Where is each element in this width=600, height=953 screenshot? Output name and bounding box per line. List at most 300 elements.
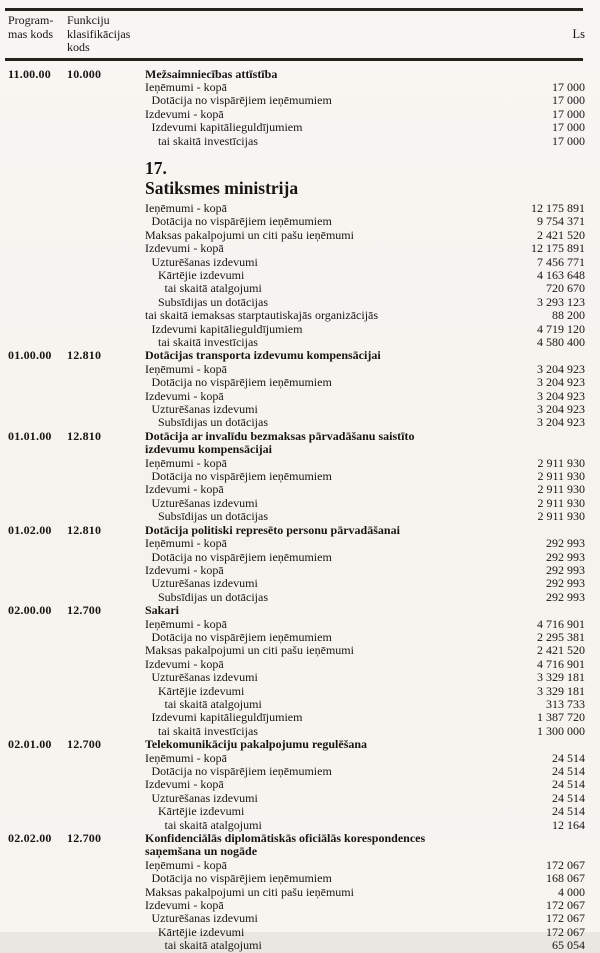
function-code-cell: [67, 564, 145, 577]
row-label: Izdevumi - kopā: [145, 562, 224, 577]
row-label: Dotācija no vispārējiem ieņēmumiem: [151, 764, 332, 778]
row-label: Izdevumi - kopā: [145, 898, 224, 913]
row-label: Subsīdijas un dotācijas: [158, 415, 268, 430]
block-title-row: [5, 738, 600, 751]
program-code-cell: [5, 108, 67, 121]
table-row: [5, 470, 600, 483]
row-label: tai skaitā atalgojumi: [164, 817, 262, 832]
function-code-cell: [67, 309, 145, 322]
program-code-cell: [5, 872, 67, 885]
value-cell: [480, 604, 600, 617]
table-row: [5, 510, 600, 523]
table-row: [5, 309, 600, 322]
program-code-cell: [5, 416, 67, 429]
function-code-cell: [67, 859, 145, 872]
table-row: [5, 886, 600, 899]
function-code-cell: [67, 470, 145, 483]
function-code-cell: [67, 323, 145, 336]
program-code-cell: [5, 792, 67, 805]
block-title: Telekomunikāciju pakalpojumu regulēšana: [145, 737, 368, 752]
program-code-cell: [5, 671, 67, 684]
program-code-cell: [5, 765, 67, 778]
table-row: [5, 698, 600, 711]
row-label: Kārtējie izdevumi: [158, 924, 245, 939]
row-label: Ieņēmumi - kopā: [145, 750, 227, 765]
function-code-cell: [67, 939, 145, 952]
function-code-cell: [67, 926, 145, 939]
row-value: 4 000: [558, 884, 585, 899]
block-title: Dotācija politiski represēto personu pārvadāšanai: [145, 522, 400, 537]
row-value: 292 993: [546, 549, 585, 564]
function-code: [67, 443, 145, 456]
row-value: 2 911 930: [537, 495, 585, 510]
function-code-cell: [67, 551, 145, 564]
table-row: [5, 819, 600, 832]
table-row: [5, 81, 600, 94]
function-code-cell: [67, 644, 145, 657]
program-code: 02.00.00: [8, 603, 52, 618]
table-row: [5, 685, 600, 698]
row-value: 3 329 181: [537, 683, 585, 698]
row-label: tai skaitā iemaksas starptautiskajās organizācijās: [145, 308, 379, 323]
function-code-cell: [67, 752, 145, 765]
row-value: 24 514: [552, 777, 585, 792]
program-code-cell: [5, 658, 67, 671]
function-code-cell: [67, 631, 145, 644]
row-value: 4 716 901: [537, 616, 585, 631]
function-code-cell: [67, 872, 145, 885]
row-value: 2 911 930: [537, 482, 585, 497]
function-code-cell: [67, 658, 145, 671]
function-code: 12.700: [67, 603, 102, 618]
program-header-line: mas kods: [8, 26, 53, 41]
row-label: Ieņēmumi - kopā: [145, 857, 227, 872]
table-row: [5, 363, 600, 376]
table-row: [5, 256, 600, 269]
table-row: [5, 403, 600, 416]
program-code-cell: [5, 376, 67, 389]
table-row: [5, 926, 600, 939]
function-code-cell: [67, 296, 145, 309]
row-label: Kārtējie izdevumi: [158, 804, 245, 819]
row-value: 2 421 520: [537, 643, 585, 658]
row-value: 3 204 923: [537, 402, 585, 417]
row-value: 2 295 381: [537, 629, 585, 644]
block-title-row: [5, 604, 600, 617]
program-code-cell: [5, 577, 67, 590]
table-row: [5, 390, 600, 403]
function-code-cell: [67, 457, 145, 470]
function-code-cell: [67, 94, 145, 107]
row-label: Izdevumi - kopā: [145, 777, 224, 792]
program-code-cell: [5, 537, 67, 550]
function-code-cell: [67, 886, 145, 899]
row-label: Izdevumi kapitālieguldījumiem: [151, 321, 303, 336]
row-value: 12 175 891: [531, 241, 585, 256]
table-row: [5, 551, 600, 564]
row-value: 4 163 648: [537, 267, 585, 282]
function-code: 10.000: [67, 66, 102, 81]
function-code-cell: [67, 618, 145, 631]
table-row: [5, 215, 600, 228]
value-cell: [480, 738, 600, 751]
program-code: 11.00.00: [8, 66, 51, 81]
program-code-cell: [5, 229, 67, 242]
row-label: Uzturēšanas izdevumi: [151, 576, 258, 591]
function-code-cell: [67, 819, 145, 832]
block-title: Dotācijas transporta izdevumu kompensācijai: [145, 348, 381, 363]
program-code-cell: [5, 470, 67, 483]
value-cell: [480, 68, 600, 81]
row-value: 172 067: [546, 898, 585, 913]
program-code: 01.02.00: [8, 522, 52, 537]
table-row: [5, 229, 600, 242]
row-label: tai skaitā atalgojumi: [164, 938, 262, 953]
row-label: Maksas pakalpojumi un citi pašu ieņēmumi: [145, 643, 354, 658]
row-value: 2 911 930: [537, 455, 585, 470]
table-row: [5, 202, 600, 215]
program-code-cell: [5, 269, 67, 282]
program-code: 02.02.00: [8, 831, 52, 846]
row-value: 292 993: [546, 536, 585, 551]
row-value: 4 580 400: [537, 335, 585, 349]
program-code-cell: [5, 94, 67, 107]
row-label: Izdevumi - kopā: [145, 388, 224, 403]
row-value: 2 421 520: [537, 227, 585, 242]
row-value: 172 067: [546, 857, 585, 872]
ministry-name: Satiksmes ministrija: [145, 177, 299, 198]
row-label: Ieņēmumi - kopā: [145, 79, 227, 94]
row-label: Izdevumi kapitālieguldījumiem: [151, 710, 303, 725]
program-code-cell: [5, 282, 67, 295]
function-code-cell: [67, 215, 145, 228]
block-title-row: [5, 349, 600, 362]
table-row: [5, 296, 600, 309]
function-code-cell: [67, 497, 145, 510]
row-value: 3 204 923: [537, 415, 585, 430]
row-value: 17 000: [552, 133, 585, 148]
table-row: [5, 792, 600, 805]
program-code-cell: [5, 752, 67, 765]
function-code-cell: [67, 483, 145, 496]
program-code-cell: [5, 242, 67, 255]
program-code-cell: [5, 256, 67, 269]
program-code: 01.00.00: [8, 348, 52, 363]
row-label: tai skaitā investīcijas: [158, 335, 258, 349]
description-header-spacer: [145, 14, 480, 55]
program-code-header: [5, 14, 67, 55]
program-code-cell: [5, 899, 67, 912]
row-label: Uzturēšanas izdevumi: [151, 790, 258, 805]
row-value: 12 175 891: [531, 200, 585, 215]
row-label: Dotācija no vispārējiem ieņēmumiem: [151, 375, 332, 390]
row-value: 292 993: [546, 589, 585, 604]
program-code-cell: [5, 591, 67, 604]
row-label: Izdevumi - kopā: [145, 241, 224, 256]
currency-label: Ls: [572, 27, 585, 41]
function-code-cell: [67, 912, 145, 925]
function-code-cell: [67, 899, 145, 912]
table-row: [5, 323, 600, 336]
row-label: Izdevumi - kopā: [145, 656, 224, 671]
table-row: [5, 671, 600, 684]
row-value: 3 204 923: [537, 361, 585, 376]
header-rule: [5, 58, 583, 61]
block-title-row: [5, 430, 600, 443]
row-label: Dotācija no vispārējiem ieņēmumiem: [151, 629, 332, 644]
table-row: [5, 497, 600, 510]
row-value: 1 300 000: [537, 723, 585, 738]
table-row: [5, 591, 600, 604]
program-code: [5, 845, 67, 858]
program-code-cell: [5, 859, 67, 872]
row-value: 12 164: [552, 817, 585, 832]
table-row: [5, 752, 600, 765]
row-value: 17 000: [552, 120, 585, 135]
row-label: tai skaitā investīcijas: [158, 133, 258, 148]
function-code-cell: [67, 725, 145, 738]
row-value: 3 329 181: [537, 670, 585, 685]
function-code-cell: [67, 229, 145, 242]
program-header-line: Program-: [8, 13, 54, 27]
function-header-line: klasifikācijas: [67, 26, 131, 41]
row-label: Uzturēšanas izdevumi: [151, 911, 258, 926]
program-code: 02.01.00: [8, 737, 52, 752]
table-row: [5, 483, 600, 496]
function-code-cell: [67, 376, 145, 389]
program-code-cell: [5, 158, 67, 198]
row-label: Dotācija no vispārējiem ieņēmumiem: [151, 871, 332, 886]
program-code-cell: [5, 363, 67, 376]
block-title-row: [5, 832, 600, 845]
table-row: [5, 631, 600, 644]
function-header-line: Funkciju: [67, 13, 110, 27]
value-cell: [480, 832, 600, 845]
row-label: Maksas pakalpojumi un citi pašu ieņēmumi: [145, 884, 354, 899]
program-code-cell: [5, 939, 67, 952]
function-code-cell: [67, 685, 145, 698]
row-label: tai skaitā atalgojumi: [164, 281, 262, 296]
row-label: Uzturēšanas izdevumi: [151, 402, 258, 417]
program-code-cell: [5, 644, 67, 657]
table-row: [5, 939, 600, 952]
row-value: 1 387 720: [537, 710, 585, 725]
program-code-cell: [5, 886, 67, 899]
function-code-cell: [67, 416, 145, 429]
row-label: tai skaitā investīcijas: [158, 723, 258, 738]
function-code: 12.700: [67, 831, 102, 846]
table-row: [5, 108, 600, 121]
table-row: [5, 94, 600, 107]
row-value: 7 456 771: [537, 254, 585, 269]
row-value: 3 204 923: [537, 388, 585, 403]
block-title-row: [5, 845, 600, 858]
table-row: [5, 778, 600, 791]
function-code-cell: [67, 778, 145, 791]
row-label: Subsīdijas un dotācijas: [158, 509, 268, 524]
block-title: Sakari: [145, 603, 180, 618]
table-row: [5, 135, 600, 148]
table-row: [5, 872, 600, 885]
function-code-cell: [67, 792, 145, 805]
function-code-cell: [67, 135, 145, 148]
row-value: 24 514: [552, 804, 585, 819]
table-row: [5, 899, 600, 912]
function-code-cell: [67, 577, 145, 590]
row-value: 720 670: [546, 281, 585, 296]
program-code-cell: [5, 510, 67, 523]
value-cell: [480, 524, 600, 537]
program-code: 01.01.00: [8, 428, 52, 443]
program-code-cell: [5, 564, 67, 577]
row-label: Izdevumi kapitālieguldījumiem: [151, 120, 303, 135]
program-code-cell: [5, 725, 67, 738]
program-code-cell: [5, 323, 67, 336]
row-value: 88 200: [552, 308, 585, 323]
row-value: 292 993: [546, 562, 585, 577]
program-code-cell: [5, 457, 67, 470]
row-label: Ieņēmumi - kopā: [145, 616, 227, 631]
row-label: Subsīdijas un dotācijas: [158, 589, 268, 604]
function-code-cell: [67, 711, 145, 724]
function-code-cell: [67, 108, 145, 121]
value-cell: [480, 443, 600, 456]
program-code-cell: [5, 631, 67, 644]
row-value: 17 000: [552, 93, 585, 108]
function-code-cell: [67, 390, 145, 403]
table-row: [5, 564, 600, 577]
row-label: Kārtējie izdevumi: [158, 267, 245, 282]
row-value: 168 067: [546, 871, 585, 886]
value-cell: [480, 430, 600, 443]
program-code-cell: [5, 819, 67, 832]
row-label: Kārtējie izdevumi: [158, 683, 245, 698]
program-code-cell: [5, 403, 67, 416]
program-code-cell: [5, 81, 67, 94]
row-label: Uzturēšanas izdevumi: [151, 254, 258, 269]
block-title: izdevumu kompensācijai: [145, 442, 273, 457]
row-value: 313 733: [546, 696, 585, 711]
function-code-cell: [67, 282, 145, 295]
function-code-cell: [67, 537, 145, 550]
program-code-cell: [5, 926, 67, 939]
function-code-cell: [67, 202, 145, 215]
table-row: [5, 269, 600, 282]
function-code-cell: [67, 336, 145, 349]
table-row: [5, 121, 600, 134]
block-title: Mežsaimniecības attīstība: [145, 66, 278, 81]
table-row: [5, 859, 600, 872]
row-value: 172 067: [546, 911, 585, 926]
function-code-cell: [67, 698, 145, 711]
row-value: 2 911 930: [537, 469, 585, 484]
program-code-cell: [5, 202, 67, 215]
row-value: 4 716 901: [537, 656, 585, 671]
table-row: [5, 242, 600, 255]
function-code-cell: [67, 121, 145, 134]
row-label: Maksas pakalpojumi un citi pašu ieņēmumi: [145, 227, 354, 242]
function-code-header: [67, 14, 145, 55]
block-title: Dotācija ar invalīdu bezmaksas pārvadāšanu saistīto: [145, 428, 415, 443]
row-label: Dotācija no vispārējiem ieņēmumiem: [151, 214, 332, 229]
table-row: [5, 282, 600, 295]
row-label: Uzturēšanas izdevumi: [151, 670, 258, 685]
row-label: Subsīdijas un dotācijas: [158, 294, 268, 309]
table-row: [5, 725, 600, 738]
row-value: 17 000: [552, 79, 585, 94]
program-code-cell: [5, 497, 67, 510]
row-value: 24 514: [552, 764, 585, 778]
function-code: 12.810: [67, 522, 102, 537]
program-code-cell: [5, 296, 67, 309]
block-title-row: [5, 443, 600, 456]
row-value: 24 514: [552, 790, 585, 805]
function-code: 12.810: [67, 348, 102, 363]
table-row: [5, 711, 600, 724]
function-code-cell: [67, 403, 145, 416]
program-code-cell: [5, 711, 67, 724]
program-code-cell: [5, 121, 67, 134]
table-row: [5, 644, 600, 657]
function-code: [67, 845, 145, 858]
function-code: 12.810: [67, 428, 102, 443]
table-row: [5, 912, 600, 925]
function-code-cell: [67, 269, 145, 282]
ministry-heading-row: [5, 158, 600, 198]
row-label: Dotācija no vispārējiem ieņēmumiem: [151, 549, 332, 564]
row-value: 3 204 923: [537, 375, 585, 390]
row-label: Ieņēmumi - kopā: [145, 536, 227, 551]
row-label: tai skaitā atalgojumi: [164, 696, 262, 711]
program-code-cell: [5, 336, 67, 349]
table-body: [5, 68, 600, 953]
table-row: [5, 336, 600, 349]
function-header-line: kods: [67, 40, 90, 54]
row-value: 292 993: [546, 576, 585, 591]
row-value: 9 754 371: [537, 214, 585, 229]
block-title-row: [5, 524, 600, 537]
program-code-cell: [5, 215, 67, 228]
row-value: 24 514: [552, 750, 585, 765]
program-code-cell: [5, 685, 67, 698]
program-code-cell: [5, 698, 67, 711]
row-label: Ieņēmumi - kopā: [145, 361, 227, 376]
row-label: Izdevumi - kopā: [145, 482, 224, 497]
row-value: 172 067: [546, 924, 585, 939]
function-code-cell: [67, 591, 145, 604]
row-value: 3 293 123: [537, 294, 585, 309]
program-code-cell: [5, 135, 67, 148]
program-code-cell: [5, 805, 67, 818]
program-code-cell: [5, 390, 67, 403]
row-value: 4 719 120: [537, 321, 585, 336]
row-label: Dotācija no vispārējiem ieņēmumiem: [151, 469, 332, 484]
table-row: [5, 416, 600, 429]
function-code-cell: [67, 805, 145, 818]
block-title: Konfidenciālās diplomātiskās oficiālās korespondences: [145, 831, 426, 846]
row-value: 17 000: [552, 106, 585, 121]
program-code-cell: [5, 309, 67, 322]
table-row: [5, 376, 600, 389]
row-label: Uzturēšanas izdevumi: [151, 495, 258, 510]
table-row: [5, 537, 600, 550]
row-value: 65 054: [552, 938, 585, 953]
function-code-cell: [67, 158, 145, 198]
program-code-cell: [5, 551, 67, 564]
table-row: [5, 805, 600, 818]
function-code-cell: [67, 671, 145, 684]
row-value: 2 911 930: [537, 509, 585, 524]
